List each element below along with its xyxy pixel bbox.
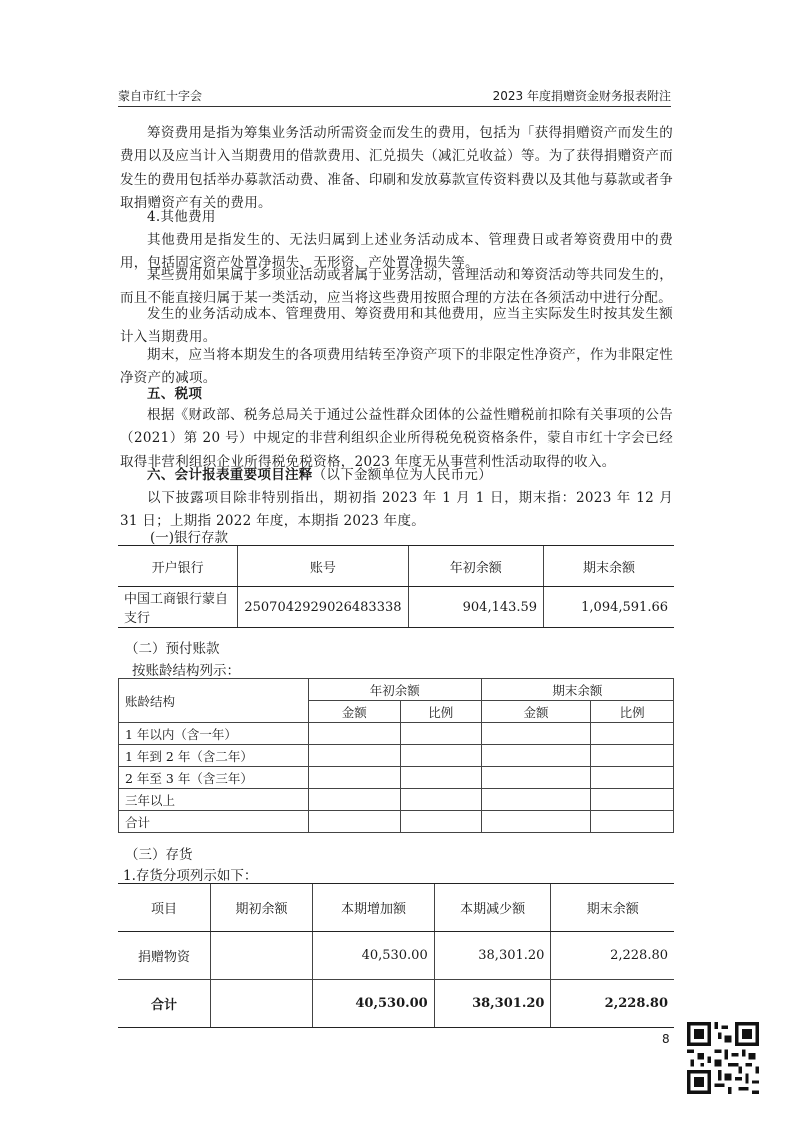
row-label: 2 年至 3 年（含三年） — [119, 767, 309, 789]
increase-value: 40,530.00 — [313, 932, 435, 980]
heading-notes — [120, 464, 673, 487]
tax-paragraph: 根据《财政部、税务总局关于通过公益性群众团体的公益性赠税前扣除有关事项的公告（2021）第 20 号）中规定的非营利组织企业所得税免税资格条件，蒙自市红十字会已经取得非营利组织企业所得税免税资格，2023 年度无从事营利性活动取得的收入。 — [120, 407, 673, 470]
col-opening: 年初余额 — [408, 546, 544, 587]
account-number: 2507042929026483338 — [238, 587, 408, 628]
other-expense-paragraph: 其他费用是指发生的、无法归属到上述业务活动成本、管理费日或者筹资费用中的费用，包括固定资产处置净损失、无形资、产处置净损失等。 — [120, 232, 673, 272]
total-opening — [210, 980, 312, 1028]
heading-tax: 五、税项 — [147, 386, 203, 402]
row-label: 1 年以内（含一年） — [119, 723, 309, 745]
col-closing: 期末余额 — [544, 546, 674, 587]
total-increase: 40,530.00 — [313, 980, 435, 1028]
opening-balance: 904,143.59 — [408, 587, 544, 628]
qr-code-icon — [687, 1022, 759, 1094]
inventory-caption: （三）存货 — [125, 847, 193, 863]
col-ratio-opening: 比例 — [400, 701, 481, 723]
period-end-paragraph: 期末，应当将本期发生的各项费用结转至净资产项下的非限定性净资产，作为非限定性净资产的减项。 — [120, 347, 673, 387]
table-row — [119, 745, 674, 767]
heading-notes-unit: （以下金额单位为人民币元） — [312, 467, 493, 483]
closing-balance: 1,094,591.66 — [544, 587, 674, 628]
doc-title: 2023 年度捐赠资金财务报表附注 — [492, 89, 671, 103]
decrease-value: 38,301.20 — [434, 932, 551, 980]
bank-deposit-table — [118, 545, 674, 628]
table-header-row — [118, 884, 674, 932]
table-row — [119, 767, 674, 789]
group-opening: 年初余额 — [308, 679, 481, 701]
inventory-table — [118, 883, 674, 1028]
table-header-row — [118, 546, 674, 587]
table-row — [119, 811, 674, 833]
col-bank: 开户银行 — [118, 546, 238, 587]
col-amount-opening: 金额 — [308, 701, 400, 723]
col-ratio-closing: 比例 — [591, 701, 674, 723]
total-row — [118, 980, 674, 1028]
col-increase: 本期增加额 — [313, 884, 435, 932]
col-account: 账号 — [238, 546, 408, 587]
prepayment-subcaption: 按账龄结构列示： — [132, 663, 240, 679]
row-label: 1 年到 2 年（含二年） — [119, 745, 309, 767]
prepayment-caption: （二）预付账款 — [125, 641, 220, 657]
closing-value: 2,228.80 — [551, 932, 674, 980]
col-closing: 期末余额 — [551, 884, 674, 932]
col-item: 项目 — [118, 884, 210, 932]
table-row — [119, 789, 674, 811]
recognition-paragraph: 发生的业务活动成本、管理费用、筹资费用和其他费用，应当主实际发生时按其发生额计入当期费用。 — [120, 306, 673, 346]
heading-notes-bold: 六、会计报表重要项目注释 — [147, 467, 313, 483]
page-header — [118, 86, 671, 107]
opening-value — [210, 932, 312, 980]
item-name: 捐赠物资 — [118, 932, 210, 980]
total-closing: 2,228.80 — [551, 980, 674, 1028]
row-label: 合计 — [119, 811, 309, 833]
table-row — [119, 723, 674, 745]
inventory-subcaption: 1.存货分项列示如下： — [123, 868, 258, 884]
period-definition-paragraph: 以下披露项目除非特别指出，期初指 2023 年 1 月 1 日，期末指：2023 年 12 月 31 日；上期指 2022 年度，本期指 2023 年度。 — [120, 490, 673, 530]
bank-deposit-caption: (一)银行存款 — [150, 530, 229, 546]
heading-other-expenses: 4.其他费用 — [147, 209, 216, 225]
org-name: 蒙自市红十字会 — [118, 89, 203, 103]
allocation-paragraph: 某些费用如果属于多项业活动或者属于业务活动，管理活动和筹资活动等共同发生的，而且不能直接归属于某一类活动，应当将这些费用按照合理的方法在各须活动中进行分配。 — [120, 267, 673, 307]
col-amount-closing: 金额 — [481, 701, 591, 723]
group-closing: 期末余额 — [481, 679, 673, 701]
total-decrease: 38,301.20 — [434, 980, 551, 1028]
prepayment-aging-table — [118, 678, 674, 833]
fundraising-expense-paragraph: 筹资费用是指为筹集业务活动所需资金而发生的费用，包括为「获得捐赠资产而发生的费用以及应当计入当期费用的借款费用、汇兑损失（减汇兑收益）等。为了获得捐赠资产而发生的费用包括举办募款活动费、准备、印刷和发放募款宣传资料费以及其他与募款或者争取捐赠资产有关的费用。 — [120, 125, 673, 211]
table-row — [118, 587, 674, 628]
table-row — [118, 932, 674, 980]
row-label: 三年以上 — [119, 789, 309, 811]
table-header-row — [119, 679, 674, 701]
bank-name: 中国工商银行蒙自支行 — [118, 587, 238, 628]
col-opening: 期初余额 — [210, 884, 312, 932]
page-number: 8 — [662, 1032, 670, 1046]
total-label: 合计 — [118, 980, 210, 1028]
col-decrease: 本期减少额 — [434, 884, 551, 932]
col-aging: 账龄结构 — [119, 679, 309, 723]
